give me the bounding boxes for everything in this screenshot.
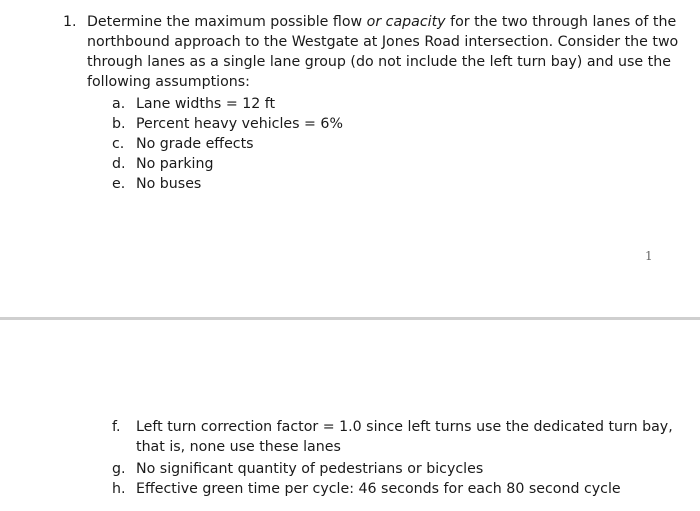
question-emphasis: or capacity <box>366 14 446 30</box>
question-line-4: following assumptions: <box>87 74 250 90</box>
assumption-b-letter: b. <box>112 116 126 132</box>
assumption-f-letter: f. <box>112 419 121 435</box>
assumption-h-letter: h. <box>112 481 126 497</box>
assumption-a-letter: a. <box>112 96 126 112</box>
assumption-e-text: No buses <box>136 176 202 192</box>
assumption-f-line-2: that is, none use these lanes <box>136 439 341 455</box>
assumption-c-letter: c. <box>112 136 125 152</box>
question-number: 1. <box>63 14 77 30</box>
assumption-g-text: No significant quantity of pedestrians or bicycles <box>136 461 484 477</box>
question-line-1-start: Determine the maximum possible flow <box>87 14 367 30</box>
assumption-c-text: No grade effects <box>136 136 254 152</box>
question-line-1-end: for the two through lanes of the <box>445 14 677 30</box>
question-line-1 <box>87 12 676 32</box>
assumption-a-text: Lane widths = 12 ft <box>136 96 276 112</box>
assumption-e-letter: e. <box>112 176 126 192</box>
assumption-f-line-1: Left turn correction factor = 1.0 since left turns use the dedicated turn bay, <box>136 419 673 435</box>
page-number: 1 <box>645 249 653 263</box>
question-line-2: northbound approach to the Westgate at Jones Road intersection. Consider the two <box>87 34 679 50</box>
assumption-d-letter: d. <box>112 156 126 172</box>
assumption-h-text: Effective green time per cycle: 46 seconds for each 80 second cycle <box>136 481 621 497</box>
question-line-3: through lanes as a single lane group (do not include the left turn bay) and use the <box>87 54 671 70</box>
assumption-g-letter: g. <box>112 461 126 477</box>
assumption-b-text: Percent heavy vehicles = 6% <box>136 116 343 132</box>
document-page-2 <box>0 320 700 511</box>
assumption-d-text: No parking <box>136 156 214 172</box>
